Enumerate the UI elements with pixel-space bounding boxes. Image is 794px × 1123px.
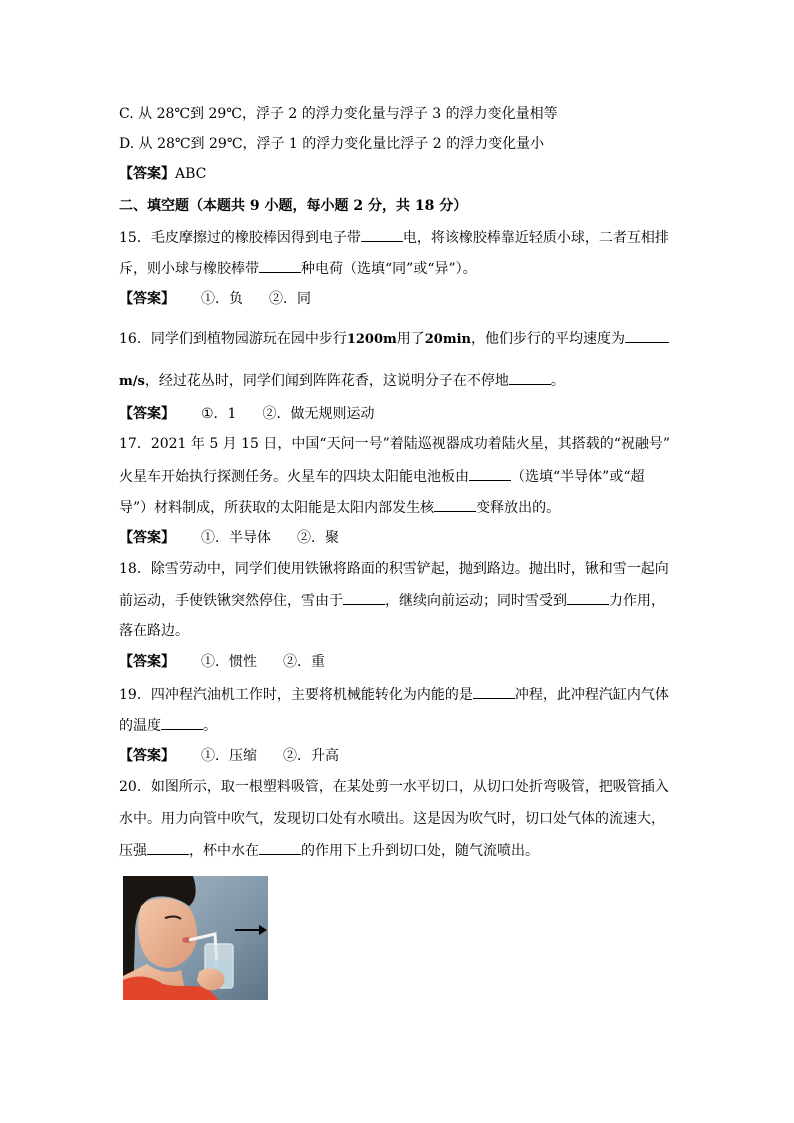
answer-label: 【答案】	[119, 406, 175, 422]
text: 。	[550, 373, 565, 389]
answer-19	[119, 746, 339, 766]
answer-2: ②．同	[269, 291, 311, 307]
question-16-line-2	[119, 370, 565, 392]
text: 的温度	[119, 718, 161, 734]
answer-blank	[434, 497, 476, 512]
option-d: D. 从 28℃到 29℃，浮子 1 的浮力变化量比浮子 2 的浮力变化量小	[119, 136, 545, 152]
question-15-line-1	[119, 227, 669, 248]
answer-blank	[147, 840, 189, 855]
question-17-line-3	[119, 497, 560, 518]
question-18-line-2	[119, 590, 665, 611]
answer-2: ②．升高	[283, 748, 339, 764]
answer-blank	[361, 227, 403, 242]
text: ，杯中水在	[189, 843, 259, 859]
answer-blank	[473, 684, 515, 699]
answer-1: ①．压缩	[201, 748, 257, 764]
answer-1: ①．1	[201, 406, 237, 422]
answer-blank	[161, 715, 203, 730]
answer-16	[119, 404, 374, 424]
question-20-line-1: 20．如图所示，取一根塑料吸管，在某处剪一水平切口，从切口处折弯吸管，把吸管插入	[119, 779, 669, 795]
text: 电，将该橡胶棒靠近轻质小球，二者互相排	[402, 230, 669, 246]
text: 。	[203, 718, 217, 734]
question-20-line-3	[119, 840, 539, 861]
text: 19．四冲程汽油机工作时，主要将机械能转化为内能的是	[119, 687, 473, 703]
distance-value: 1200m	[346, 332, 397, 347]
answer-1: ①．半导体	[201, 530, 271, 546]
answer-blank	[259, 258, 301, 273]
question-19-line-1	[119, 684, 669, 705]
answer-blank	[469, 466, 511, 481]
answer-label: 【答案】	[119, 530, 175, 546]
answer-15	[119, 289, 311, 309]
time-value: 20min	[424, 332, 472, 347]
text: 火星车开始执行探测任务。火星车的四块太阳能电池板由	[119, 469, 469, 485]
text: 用了	[396, 331, 425, 347]
text: 前运动，手使铁锹突然停住，雪由于	[119, 593, 343, 609]
answer-1: ①．负	[201, 291, 243, 307]
speed-unit: m/s	[119, 374, 145, 389]
answer-blank	[259, 840, 301, 855]
answer-label: 【答案】	[119, 748, 175, 764]
section-title: 二、填空题（本题共 9 小题，每小题 2 分，共 18 分）	[119, 198, 468, 214]
question-17-line-1: 17．2021 年 5 月 15 日，中国“天问一号”着陆巡视器成功着陆火星，其搭载的“祝融号”	[119, 436, 671, 452]
text: ，继续向前运动；同时雪受到	[385, 593, 567, 609]
text: 16．同学们到植物园游玩在园中步行	[119, 331, 347, 347]
answer-1: ①．惯性	[201, 654, 257, 670]
question-17-line-2	[119, 466, 644, 487]
question-15-line-2	[119, 258, 477, 279]
option-c: C. 从 28℃到 29℃，浮子 2 的浮力变化量与浮子 3 的浮力变化量相等	[119, 106, 558, 122]
text: 斥，则小球与橡胶棒带	[119, 261, 259, 277]
text: 压强	[119, 843, 147, 859]
question-19-line-2	[119, 715, 217, 736]
text: 15．毛皮摩擦过的橡胶棒因得到电子带	[119, 230, 361, 246]
question-18-line-3: 落在路边。	[119, 623, 189, 639]
answer-blank	[567, 590, 609, 605]
answer-2: ②．做无规则运动	[262, 406, 375, 422]
answer-2: ②．重	[283, 654, 325, 670]
answer-label: 【答案】	[119, 166, 175, 182]
question-20-line-2: 水中。用力向管中吹气，发现切口处有水喷出。这是因为吹气时，切口处气体的流速大，	[119, 811, 665, 827]
straw-experiment-photo	[123, 876, 268, 1000]
answer-label: 【答案】	[119, 291, 175, 307]
text: ，他们步行的平均速度为	[471, 331, 626, 347]
text: 种电荷（选填“同”或“异”）。	[301, 261, 477, 277]
answer-2: ②．聚	[297, 530, 339, 546]
answer-blank	[343, 590, 385, 605]
question-18-line-1: 18．除雪劳动中，同学们使用铁锹将路面的积雪铲起，抛到路边。抛出时，锹和雪一起向	[119, 561, 669, 577]
answer-14	[119, 164, 206, 184]
answer-18	[119, 652, 325, 672]
text: 变释放出的。	[476, 500, 561, 516]
answer-label: 【答案】	[119, 654, 175, 670]
answer-blank	[509, 370, 551, 385]
question-16-line-1	[119, 328, 669, 350]
text: ，经过花丛时，同学们闻到阵阵花香，这说明分子在不停地	[144, 373, 509, 389]
text: 的作用下上升到切口处，随气流喷出。	[301, 843, 539, 859]
answer-value: ABC	[175, 166, 207, 182]
text: 力作用，	[609, 593, 665, 609]
text: 导”）材料制成，所获取的太阳能是太阳内部发生核	[119, 500, 435, 516]
text: 冲程，此冲程汽缸内气体	[514, 687, 669, 703]
answer-blank	[625, 328, 669, 343]
text: （选填“半导体”或“超	[511, 469, 645, 485]
answer-17	[119, 528, 339, 548]
